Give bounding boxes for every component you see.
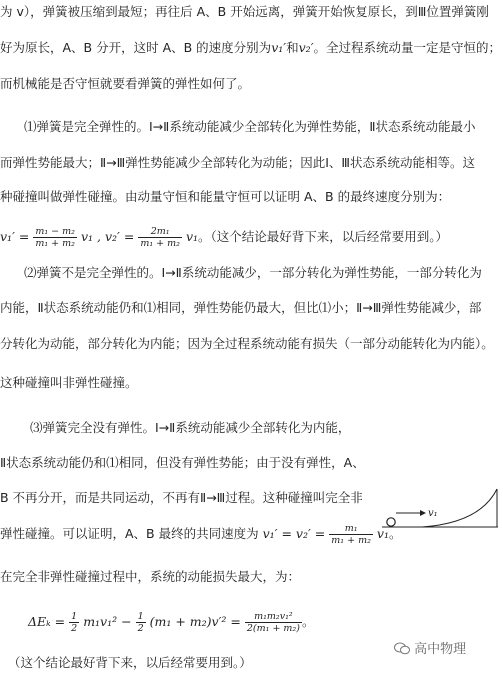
- formula-v1-prime: v₁′: [271, 40, 287, 55]
- numerator: m₁: [344, 523, 358, 534]
- numerator: 1: [71, 611, 78, 622]
- formula-text: v₁′ =: [0, 229, 30, 244]
- text-line: （这个结论最好背下来，以后经常要用到。）: [8, 655, 252, 670]
- ball: [387, 518, 395, 526]
- text-line: 种碰撞叫做弹性碰撞。由动量守恒和能量守恒可以证明 A、B 的最终速度分别为：: [0, 189, 451, 204]
- text-line: 为 v），弹簧被压缩到最短；再往后 A、B 开始远离，弹簧开始恢复原长，到Ⅲ位置弹簧刚: [0, 4, 489, 19]
- text-line: ⑴弹簧是完全弹性的。Ⅰ→Ⅱ系统动能减少全部转化为弹性势能，Ⅱ状态系统动能最小: [24, 119, 476, 134]
- velocity-label: v₁: [428, 508, 438, 519]
- text-line: B 不再分开，而是共同运动，不再有Ⅱ→Ⅲ过程。这种碰撞叫完全非: [0, 490, 363, 505]
- elastic-formula-line: [0, 222, 448, 252]
- ramp-figure: [380, 485, 500, 533]
- text-span: 和: [286, 40, 299, 55]
- formula-text: ΔEₖ =: [28, 614, 66, 629]
- formula-text: m₁v₁² −: [83, 614, 132, 629]
- formula-text: v₁: [376, 526, 389, 541]
- formula-text: v₁: [185, 229, 199, 244]
- denominator: m₁ + m₂: [35, 238, 75, 249]
- denominator: m₁ + m₂: [140, 238, 180, 249]
- denominator: m₁ + m₂: [331, 535, 371, 546]
- fraction: [69, 611, 79, 634]
- numerator: m₁ − m₂: [35, 226, 75, 237]
- watermark-text: 高中物理: [414, 642, 467, 657]
- text-span: 。全过程系统动量一定是守恒的；: [313, 40, 502, 55]
- inelastic-formula-line: [0, 517, 402, 551]
- denominator: 2: [137, 623, 144, 634]
- text-line: [0, 39, 501, 57]
- text-line: ⑶弹簧完全没有弹性。Ⅰ→Ⅱ系统动能减少全部转化为内能，: [30, 420, 351, 435]
- text-line: 而弹性势能最大；Ⅱ→Ⅲ弹性势能减少全部转化为动能；因此Ⅰ、Ⅲ状态系统动能相等。这: [0, 155, 476, 170]
- fraction: [329, 523, 373, 546]
- text-line: 在完全非弹性碰撞过程中，系统的动能损失最大，为：: [0, 569, 301, 584]
- energy-loss-formula: [28, 602, 314, 642]
- text-line: ⑵弹簧不是完全弹性的。Ⅰ→Ⅱ系统动能减少，一部分转化为弹性势能，一部分转化为: [24, 265, 482, 280]
- numerator: 1: [137, 611, 144, 622]
- formula-text: (m₁ + m₂)v′² =: [149, 614, 241, 629]
- text-span: 弹性碰撞。可以证明，A、B 最终的共同速度为: [0, 526, 259, 541]
- text-line: 这种碰撞叫非弹性碰撞。: [0, 375, 138, 390]
- fraction: [33, 226, 77, 249]
- text-span: 好为原长，A、B 分开，这时 A、B 的速度分别为: [0, 40, 272, 55]
- denominator: 2(m₁ + m₂): [246, 623, 300, 634]
- fraction: [138, 226, 182, 249]
- formula-v2-prime: v₂′: [298, 40, 314, 55]
- watermark: [394, 638, 466, 657]
- arrow-head-icon: [420, 510, 426, 516]
- wechat-icon: [394, 642, 410, 655]
- text-span: 。: [301, 614, 315, 629]
- numerator: 2m₁: [150, 226, 170, 237]
- text-line: Ⅱ状态系统动能仍和⑴相同，但没有弹性势能；由于没有弹性，A、: [0, 455, 365, 470]
- text-span: 。（这个结论最好背下来，以后经常要用到。）: [198, 229, 449, 244]
- formula-text: v₁′ = v₂′ =: [262, 526, 326, 541]
- numerator: m₁m₂v₁²: [254, 611, 293, 622]
- formula-text: v₁ , v₂′ =: [80, 229, 135, 244]
- fraction: [245, 611, 302, 634]
- denominator: 2: [71, 623, 78, 634]
- text-span: 。: [388, 526, 402, 541]
- text-line: 内能，Ⅱ状态系统动能仍和⑴相同，弹性势能仍最大，但比⑴小；Ⅱ→Ⅲ弹性势能减少，部: [0, 300, 482, 315]
- fraction: [136, 611, 146, 634]
- text-line: 分转化为动能，部分转化为内能；因为全过程系统动能有损失（一部分动能转化为内能）。: [0, 336, 494, 351]
- text-line: 而机械能是否守恒就要看弹簧的弹性如何了。: [0, 76, 251, 91]
